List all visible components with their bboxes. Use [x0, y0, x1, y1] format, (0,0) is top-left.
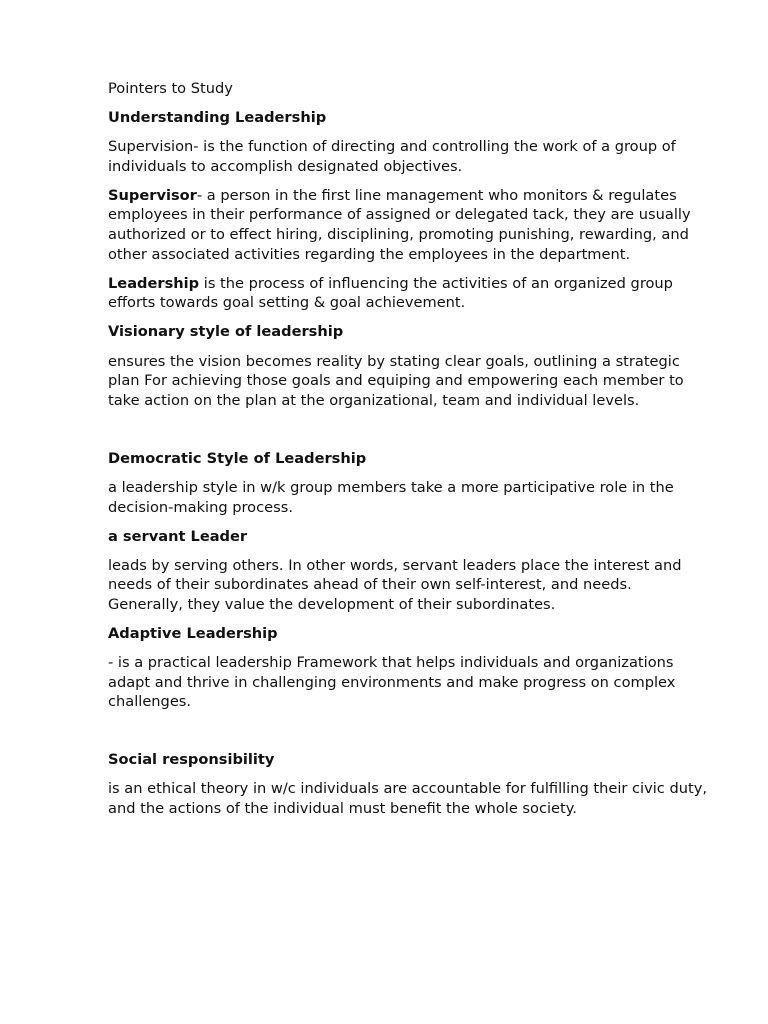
- term-leadership: Leadership: [108, 274, 200, 292]
- blank-line: [108, 721, 708, 750]
- paragraph-supervision: Supervision- is the function of directing and controlling the work of a group of individuals to accomplish designated objectives.: [108, 138, 676, 175]
- heading-democratic-style: Democratic Style of Leadership: [108, 449, 367, 467]
- document-title: Pointers to Study: [108, 80, 233, 97]
- heading-understanding-leadership: Understanding Leadership: [108, 109, 327, 127]
- paragraph-leadership: [108, 274, 708, 313]
- blank-line: [108, 420, 708, 449]
- heading-servant-leader: a servant Leader: [108, 527, 248, 545]
- paragraph-visionary: ensures the vision becomes reality by stating clear goals, outlining a strategic plan For achieving those goals and equiping and empowering each member to take action on the plan at the organizational, team and individual levels.: [108, 352, 684, 409]
- paragraph-adaptive: - is a practical leadership Framework that helps individuals and organizations adapt and thrive in challenging environments and make progress on complex challenges.: [108, 654, 676, 711]
- heading-visionary-style: Visionary style of leadership: [108, 323, 344, 341]
- document-page: [108, 79, 708, 828]
- heading-adaptive-leadership: Adaptive Leadership: [108, 624, 278, 642]
- definition-leadership: is the process of influencing the activities of an organized group efforts towards goal setting & goal achievement.: [108, 274, 673, 312]
- paragraph-servant: leads by serving others. In other words, servant leaders place the interest and needs of their subordinates ahead of their own self-interest, and needs. Generally, they value the development of their subordinates.: [108, 556, 682, 613]
- paragraph-social-responsibility: is an ethical theory in w/c individuals are accountable for fulfilling their civic duty, and the actions of the individual must benefit the whole society.: [108, 780, 707, 818]
- definition-supervisor: - a person in the first line management who monitors & regulates employees in their performance of assigned or delegated tack, they are usually authorized or to effect hiring, disciplining, promoting punishing, rewarding, and other associated activities regarding the employees in the department.: [108, 186, 691, 263]
- heading-social-responsibility: Social responsibility: [108, 751, 275, 769]
- term-supervisor: Supervisor: [108, 186, 197, 204]
- paragraph-democratic: a leadership style in w/k group members take a more participative role in the decision-making process.: [108, 478, 674, 516]
- paragraph-supervisor: [108, 186, 708, 264]
